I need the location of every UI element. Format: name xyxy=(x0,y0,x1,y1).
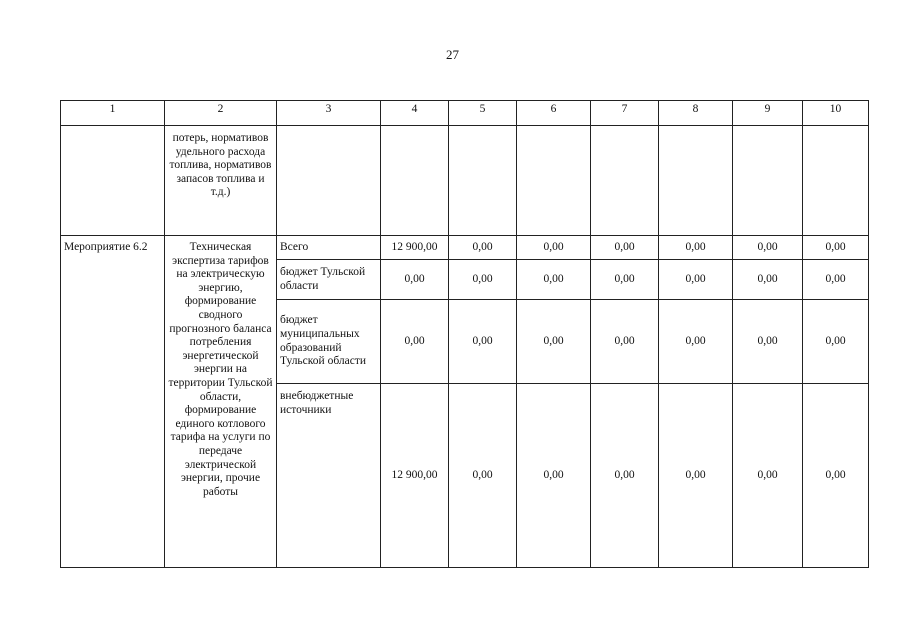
measure-description: Техническая экспертиза тарифов на электрическую энергию, формирование сводного прогнозного баланса потребления энергетической энергии на территории Тульской области, формирование единого котлового тарифа на услуги по передаче электрической энергии, прочие работы xyxy=(165,236,277,568)
value-cell: 0,00 xyxy=(803,236,869,260)
value-cell: 0,00 xyxy=(381,300,449,384)
value-cell: 0,00 xyxy=(449,260,517,300)
value-cell: 0,00 xyxy=(517,236,591,260)
continuation-col1 xyxy=(61,126,165,236)
continuation-row xyxy=(61,126,869,236)
value-cell: 0,00 xyxy=(659,300,733,384)
column-header: 4 xyxy=(381,101,449,126)
value-cell: 0,00 xyxy=(659,384,733,568)
column-header: 1 xyxy=(61,101,165,126)
value-cell: 0,00 xyxy=(733,236,803,260)
page-number: 27 xyxy=(446,47,459,62)
continuation-description: потерь, нормативов удельного расхода топлива, нормативов запасов топлива и т.д.) xyxy=(165,126,277,236)
column-header: 7 xyxy=(591,101,659,126)
value-cell: 12 900,00 xyxy=(381,236,449,260)
value-cell: 0,00 xyxy=(803,384,869,568)
table-row xyxy=(61,236,869,260)
value-cell: 12 900,00 xyxy=(381,384,449,568)
value-cell: 0,00 xyxy=(381,260,449,300)
funding-source: бюджет Тульской области xyxy=(277,260,381,300)
funding-source: Всего xyxy=(277,236,381,260)
value-cell: 0,00 xyxy=(591,260,659,300)
column-header: 2 xyxy=(165,101,277,126)
value-cell: 0,00 xyxy=(591,236,659,260)
value-cell: 0,00 xyxy=(517,384,591,568)
value-cell: 0,00 xyxy=(803,260,869,300)
column-header: 3 xyxy=(277,101,381,126)
value-cell: 0,00 xyxy=(659,260,733,300)
column-header: 6 xyxy=(517,101,591,126)
funding-table xyxy=(60,100,869,568)
funding-source: бюджет муниципальных образований Тульской области xyxy=(277,300,381,384)
measure-label: Мероприятие 6.2 xyxy=(61,236,165,568)
header-row xyxy=(61,101,869,126)
value-cell: 0,00 xyxy=(517,300,591,384)
value-cell: 0,00 xyxy=(733,384,803,568)
column-header: 10 xyxy=(803,101,869,126)
value-cell: 0,00 xyxy=(733,260,803,300)
value-cell: 0,00 xyxy=(733,300,803,384)
value-cell: 0,00 xyxy=(591,384,659,568)
value-cell: 0,00 xyxy=(449,384,517,568)
column-header: 9 xyxy=(733,101,803,126)
value-cell: 0,00 xyxy=(803,300,869,384)
column-header: 8 xyxy=(659,101,733,126)
value-cell: 0,00 xyxy=(659,236,733,260)
column-header: 5 xyxy=(449,101,517,126)
value-cell: 0,00 xyxy=(449,300,517,384)
funding-source: внебюджетные источники xyxy=(277,384,381,568)
value-cell: 0,00 xyxy=(449,236,517,260)
value-cell: 0,00 xyxy=(591,300,659,384)
value-cell: 0,00 xyxy=(517,260,591,300)
